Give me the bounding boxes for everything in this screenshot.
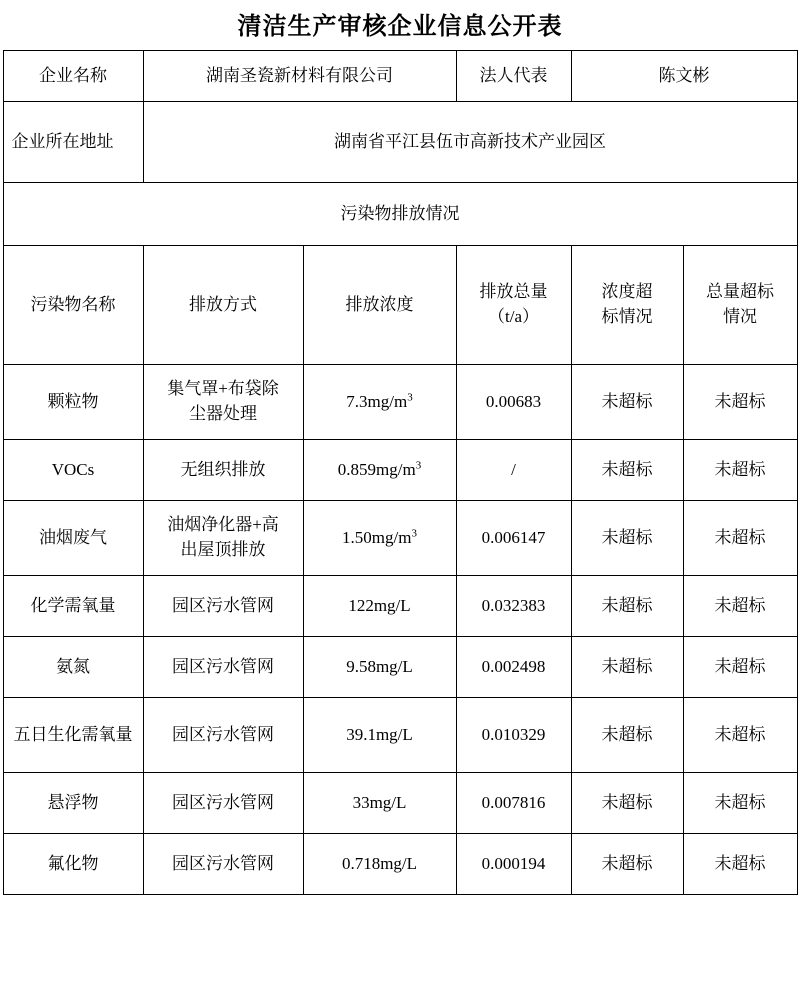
pollutant-conc-exceed: 未超标 <box>571 773 683 834</box>
pollutant-name: 油烟废气 <box>3 501 143 576</box>
pollutant-method-line1: 集气罩+布袋除 <box>167 379 279 399</box>
pollutant-name: 颗粒物 <box>3 365 143 440</box>
pollutant-concentration-value: 1.50mg/m <box>342 527 412 547</box>
column-header-total <box>456 246 571 365</box>
pollutant-method <box>143 365 303 440</box>
pollutant-total: 0.000194 <box>456 834 571 895</box>
pollutant-concentration <box>303 365 456 440</box>
column-header-total-exceed-line2: 情况 <box>723 307 757 326</box>
pollutant-total: 0.032383 <box>456 576 571 637</box>
table-row <box>3 637 797 698</box>
page-title: 清洁生产审核企业信息公开表 <box>237 14 563 40</box>
pollutant-concentration-sup: 3 <box>411 527 417 540</box>
pollutant-method: 无组织排放 <box>143 440 303 501</box>
table-row <box>3 365 797 440</box>
pollutant-concentration: 0.718mg/L <box>303 834 456 895</box>
pollutant-concentration: 9.58mg/L <box>303 637 456 698</box>
pollutant-name: VOCs <box>3 440 143 501</box>
address-label: 企业所在地址 <box>3 102 143 183</box>
pollutant-name: 氨氮 <box>3 637 143 698</box>
column-header-total-line2: （t/a） <box>488 307 539 326</box>
pollutant-concentration: 33mg/L <box>303 773 456 834</box>
pollutant-total-exceed: 未超标 <box>683 834 797 895</box>
pollutant-total: 0.006147 <box>456 501 571 576</box>
legal-value: 陈文彬 <box>571 51 797 102</box>
table-row-address <box>3 102 797 183</box>
column-header-conc-exceed-line2: 标情况 <box>601 307 653 326</box>
pollutant-total: / <box>456 440 571 501</box>
pollutant-concentration: 39.1mg/L <box>303 698 456 773</box>
column-header-total-line1: 排放总量 <box>479 282 548 302</box>
pollutant-total: 0.010329 <box>456 698 571 773</box>
pollutant-method-line2: 尘器处理 <box>189 404 257 423</box>
pollutant-conc-exceed: 未超标 <box>571 365 683 440</box>
column-header-conc-exceed-line1: 浓度超 <box>601 282 653 302</box>
pollutant-method: 园区污水管网 <box>143 773 303 834</box>
table-row <box>3 440 797 501</box>
column-header-total-exceed-line1: 总量超标 <box>706 282 774 302</box>
pollutant-concentration-value: 7.3mg/m <box>346 391 408 411</box>
column-header-name: 污染物名称 <box>3 246 143 365</box>
pollutant-concentration <box>303 440 456 501</box>
pollutant-method: 园区污水管网 <box>143 834 303 895</box>
pollutant-total-exceed: 未超标 <box>683 501 797 576</box>
pollutant-method: 园区污水管网 <box>143 576 303 637</box>
pollutant-method: 园区污水管网 <box>143 698 303 773</box>
address-value: 湖南省平江县伍市高新技术产业园区 <box>143 102 797 183</box>
pollutant-conc-exceed: 未超标 <box>571 501 683 576</box>
pollutant-total-exceed: 未超标 <box>683 637 797 698</box>
pollutant-total-exceed: 未超标 <box>683 576 797 637</box>
column-header-concentration: 排放浓度 <box>303 246 456 365</box>
pollutant-conc-exceed: 未超标 <box>571 576 683 637</box>
pollutant-method: 园区污水管网 <box>143 637 303 698</box>
company-value: 湖南圣瓷新材料有限公司 <box>143 51 456 102</box>
pollutant-conc-exceed: 未超标 <box>571 440 683 501</box>
pollutant-total-exceed: 未超标 <box>683 365 797 440</box>
pollutant-name: 化学需氧量 <box>3 576 143 637</box>
pollutant-total: 0.002498 <box>456 637 571 698</box>
pollutant-name: 悬浮物 <box>3 773 143 834</box>
pollutant-name: 五日生化需氧量 <box>3 698 143 773</box>
column-header-method: 排放方式 <box>143 246 303 365</box>
table-row <box>3 576 797 637</box>
pollutant-concentration: 122mg/L <box>303 576 456 637</box>
document-page <box>0 6 800 895</box>
table-row <box>3 698 797 773</box>
table-row-section <box>3 183 797 246</box>
pollutant-concentration-value: 0.859mg/m <box>337 459 416 479</box>
company-label: 企业名称 <box>3 51 143 102</box>
column-header-conc-exceed <box>571 246 683 365</box>
pollutant-concentration-sup: 3 <box>415 459 422 472</box>
table-header-row <box>3 246 797 365</box>
pollutant-conc-exceed: 未超标 <box>571 637 683 698</box>
pollutant-total-exceed: 未超标 <box>683 698 797 773</box>
table-row <box>3 501 797 576</box>
pollutant-method-line1: 油烟净化器+高 <box>167 515 279 535</box>
column-header-total-exceed <box>683 246 797 365</box>
pollutant-method <box>143 501 303 576</box>
pollutant-conc-exceed: 未超标 <box>571 834 683 895</box>
table-row <box>3 834 797 895</box>
pollutant-total: 0.007816 <box>456 773 571 834</box>
pollutant-total-exceed: 未超标 <box>683 773 797 834</box>
section-label: 污染物排放情况 <box>3 183 797 246</box>
pollutant-conc-exceed: 未超标 <box>571 698 683 773</box>
pollutant-concentration-sup: 3 <box>407 391 413 404</box>
info-table <box>3 50 798 895</box>
pollutant-total-exceed: 未超标 <box>683 440 797 501</box>
pollutant-name: 氟化物 <box>3 834 143 895</box>
table-row <box>3 773 797 834</box>
pollutant-concentration <box>303 501 456 576</box>
legal-label: 法人代表 <box>456 51 571 102</box>
pollutant-method-line2: 出屋顶排放 <box>180 540 266 559</box>
table-row-company <box>3 51 797 102</box>
pollutant-total: 0.00683 <box>456 365 571 440</box>
